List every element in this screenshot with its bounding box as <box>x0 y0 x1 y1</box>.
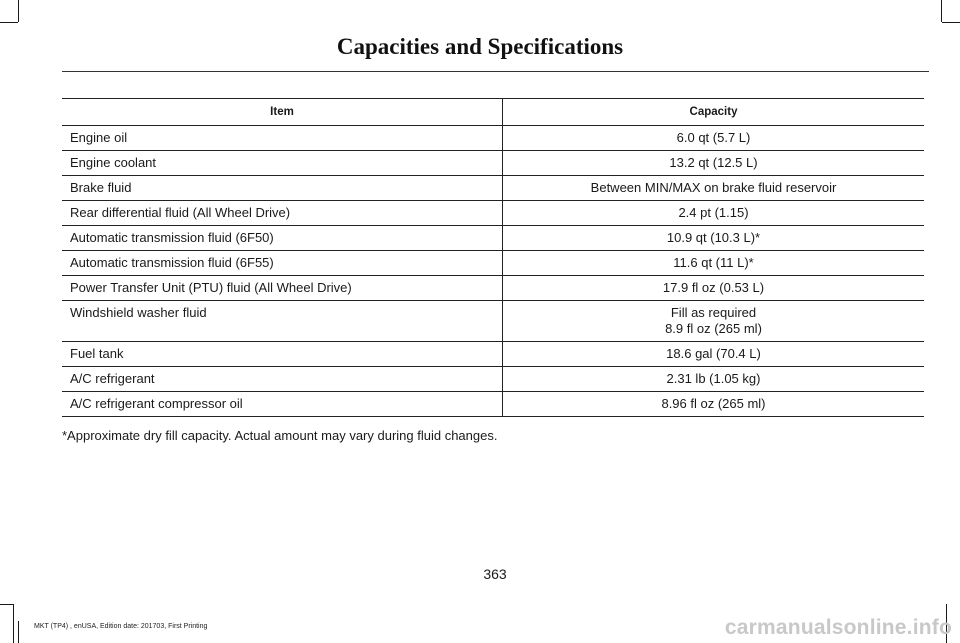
cell-capacity <box>503 342 925 367</box>
column-header-capacity: Capacity <box>503 99 925 126</box>
footnote: *Approximate dry fill capacity. Actual amount may vary during fluid changes. <box>62 428 498 443</box>
capacity-value: 2.4 pt (1.15) <box>678 205 749 220</box>
cell-item: Brake fluid <box>62 176 503 201</box>
capacities-table <box>62 98 924 417</box>
cell-capacity <box>503 201 925 226</box>
cell-item: Engine coolant <box>62 151 503 176</box>
capacity-value: 8.9 fl oz (265 ml) <box>665 321 762 336</box>
crop-mark-top-right-h <box>942 22 960 23</box>
crop-mark-bottom-left-h <box>0 604 14 605</box>
cell-capacity <box>503 301 925 342</box>
cell-capacity <box>503 176 925 201</box>
crop-mark-top-left-h <box>0 22 18 23</box>
capacity-value: 2.31 lb (1.05 kg) <box>666 371 761 386</box>
capacity-value: Fill as required <box>670 305 757 320</box>
crop-mark-top-right-v <box>941 0 942 22</box>
cell-item: A/C refrigerant <box>62 367 503 392</box>
capacity-value: 13.2 qt (12.5 L) <box>669 155 758 170</box>
cell-capacity <box>503 367 925 392</box>
table-row <box>62 276 924 301</box>
cell-capacity <box>503 151 925 176</box>
table-row <box>62 342 924 367</box>
capacity-value: 8.96 fl oz (265 ml) <box>661 396 766 411</box>
crop-mark-top-left-v <box>18 0 19 22</box>
watermark: carmanualsonline.info <box>724 616 952 639</box>
table-row <box>62 201 924 226</box>
capacity-value: 10.9 qt (10.3 L)* <box>666 230 761 245</box>
cell-capacity <box>503 392 925 417</box>
capacity-value: 18.6 gal (70.4 L) <box>666 346 761 361</box>
cell-capacity <box>503 276 925 301</box>
crop-mark-bottom-left-corner <box>13 604 14 643</box>
capacity-value: 6.0 qt (5.7 L) <box>676 130 751 145</box>
table-row <box>62 392 924 417</box>
table-header-row <box>62 99 924 126</box>
cell-item: A/C refrigerant compressor oil <box>62 392 503 417</box>
table-row <box>62 176 924 201</box>
header-divider <box>62 71 929 72</box>
table-row <box>62 367 924 392</box>
page-title: Capacities and Specifications <box>336 34 624 59</box>
capacity-value: 11.6 qt (11 L)* <box>673 255 754 270</box>
capacity-value: 17.9 fl oz (0.53 L) <box>662 280 765 295</box>
cell-item: Windshield washer fluid <box>62 301 503 342</box>
table-row <box>62 301 924 342</box>
table-row <box>62 151 924 176</box>
cell-item: Power Transfer Unit (PTU) fluid (All Wheel Drive) <box>62 276 503 301</box>
page-number: 363 <box>483 566 507 582</box>
crop-mark-bottom-left-v <box>18 621 19 643</box>
table-row <box>62 251 924 276</box>
cell-item: Rear differential fluid (All Wheel Drive) <box>62 201 503 226</box>
table-row <box>62 126 924 151</box>
cell-capacity <box>503 126 925 151</box>
cell-capacity <box>503 251 925 276</box>
cell-item: Automatic transmission fluid (6F55) <box>62 251 503 276</box>
column-header-item: Item <box>62 99 503 126</box>
capacity-value: Between MIN/MAX on brake fluid reservoir <box>590 180 837 195</box>
edition-footer: MKT (TP4) , enUSA, Edition date: 201703, First Printing <box>34 623 208 630</box>
cell-item: Fuel tank <box>62 342 503 367</box>
table-row <box>62 226 924 251</box>
cell-capacity <box>503 226 925 251</box>
cell-item: Automatic transmission fluid (6F50) <box>62 226 503 251</box>
cell-item: Engine oil <box>62 126 503 151</box>
